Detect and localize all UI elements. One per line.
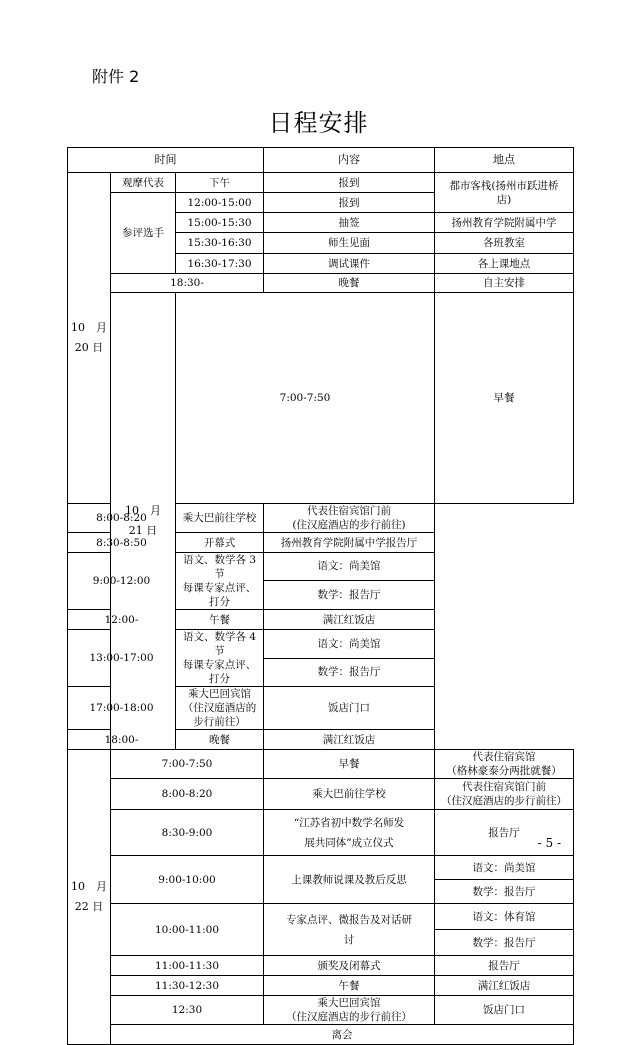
time-cell: 7:00-7:50 <box>111 750 264 779</box>
attachment-label: 附件 2 <box>92 67 140 86</box>
content-cell: 午餐 <box>176 610 264 630</box>
table-row <box>68 904 574 930</box>
content-cell: 调试课件 <box>264 254 435 274</box>
table-row <box>68 779 574 810</box>
table-row <box>68 173 574 193</box>
location-cell: 数学：报告厅 <box>435 930 574 956</box>
content-cell: 乘大巴前往学校 <box>264 779 435 810</box>
location-cell: 报告厅 <box>435 810 574 856</box>
location-cell: 数学：报告厅 <box>264 658 435 687</box>
location-cell: 各上课地点 <box>435 254 574 274</box>
time-cell: 15:00-15:30 <box>176 213 264 233</box>
time-cell: 8:00-8:20 <box>68 504 176 533</box>
location-cell: 语文：体育馆 <box>435 904 574 930</box>
content-cell: 午餐 <box>264 976 435 996</box>
observer-location: 都市客栈(扬州市跃进桥 店) <box>435 173 574 213</box>
time-cell: 18:30- <box>111 274 264 293</box>
observer-content: 报到 <box>264 173 435 193</box>
location-cell: 扬州教育学院附属中学报告厅 <box>264 533 435 553</box>
time-cell: 8:30-9:00 <box>111 810 264 856</box>
location-cell: 满江红饭店 <box>264 730 435 750</box>
table-row <box>68 956 574 976</box>
content-cell: 开幕式 <box>176 533 264 553</box>
content-cell: 乘大巴回宾馆 （住汉庭酒店的步行前往） <box>176 687 264 730</box>
content-cell: 语文、数学各 3 节 每课专家点评、打分 <box>176 553 264 610</box>
header-time: 时间 <box>68 148 264 173</box>
day2-date: 10 月 21 日 <box>111 293 176 750</box>
time-cell: 11:30-12:30 <box>111 976 264 996</box>
time-cell: 7:00-7:50 <box>176 293 435 504</box>
content-cell: 早餐 <box>264 750 435 779</box>
time-cell: 15:30-16:30 <box>176 233 264 254</box>
table-row <box>68 1025 574 1045</box>
location-cell: 饭店门口 <box>264 687 435 730</box>
table-row <box>68 293 574 504</box>
location-cell: 数学：报告厅 <box>435 880 574 904</box>
location-cell: 代表住宿宾馆 （格林豪泰分两批就餐） <box>435 750 574 779</box>
location-cell: 饭店门口 <box>435 996 574 1025</box>
header-location: 地点 <box>435 148 574 173</box>
location-cell: 满江红饭店 <box>435 976 574 996</box>
time-cell: 10:00-11:00 <box>111 904 264 956</box>
content-cell: 颁奖及闭幕式 <box>264 956 435 976</box>
location-cell: 代表住宿宾馆门前 (住汉庭酒店的步行前往) <box>264 504 435 533</box>
location-cell: 语文：尚美馆 <box>264 553 435 581</box>
content-cell: 抽签 <box>264 213 435 233</box>
time-cell: 11:00-11:30 <box>111 956 264 976</box>
content-cell: 上课教师说课及教后反思 <box>264 856 435 904</box>
page-number: - 5 - <box>537 836 561 850</box>
content-cell: 晚餐 <box>264 274 435 293</box>
header-content: 内容 <box>264 148 435 173</box>
content-cell: 乘大巴前往学校 <box>176 504 264 533</box>
table-row <box>68 996 574 1025</box>
location-cell: 报告厅 <box>435 956 574 976</box>
time-cell: 12:30 <box>111 996 264 1025</box>
content-cell: 晚餐 <box>176 730 264 750</box>
page-title: 日程安排 <box>268 109 369 137</box>
time-cell: 18:00- <box>68 730 176 750</box>
day3-date: 10 月 22 日 <box>68 750 111 1045</box>
observer-label: 观摩代表 <box>111 173 176 193</box>
table-row <box>68 730 574 750</box>
content-cell: 早餐 <box>435 293 574 504</box>
location-cell: 扬州教育学院附属中学 <box>435 213 574 233</box>
contestant-label: 参评选手 <box>111 193 176 274</box>
table-row <box>68 976 574 996</box>
content-cell: 专家点评、微报告及对话研 讨 <box>264 904 435 956</box>
location-cell: 自主安排 <box>435 274 574 293</box>
day1-date: 10 月 20 日 <box>68 173 111 504</box>
content-cell: 师生见面 <box>264 233 435 254</box>
time-cell: 17:00-18:00 <box>68 687 176 730</box>
location-cell: 代表住宿宾馆门前 （住汉庭酒店的步行前往） <box>435 779 574 810</box>
table-row <box>68 533 574 553</box>
content-cell: 乘大巴回宾馆 （住汉庭酒店的步行前往） <box>264 996 435 1025</box>
table-row <box>68 687 574 730</box>
table-row <box>68 610 574 630</box>
time-cell: 12:00-15:00 <box>176 193 264 213</box>
content-cell: “江苏省初中数学名师发 展共同体”成立仪式 <box>264 810 435 856</box>
time-cell: 8:30-8:50 <box>68 533 176 553</box>
table-row <box>68 810 574 856</box>
content-cell: 语文、数学各 4 节 每课专家点评、打分 <box>176 630 264 687</box>
schedule-table <box>67 147 574 1045</box>
location-cell: 语文：尚美馆 <box>435 856 574 880</box>
table-row <box>68 856 574 880</box>
table-row <box>68 553 574 581</box>
time-cell: 9:00-12:00 <box>68 553 176 610</box>
location-cell: 数学：报告厅 <box>264 580 435 609</box>
time-cell: 8:00-8:20 <box>111 779 264 810</box>
location-cell: 满江红饭店 <box>264 610 435 630</box>
time-cell: 12:00- <box>68 610 176 630</box>
observer-time: 下午 <box>176 173 264 193</box>
header-row <box>68 148 574 173</box>
content-cell: 报到 <box>264 193 435 213</box>
time-cell: 16:30-17:30 <box>176 254 264 274</box>
location-cell: 各班教室 <box>435 233 574 254</box>
location-cell: 语文：尚美馆 <box>264 630 435 659</box>
table-row <box>68 630 574 659</box>
table-row <box>68 750 574 779</box>
table-row <box>68 274 574 293</box>
time-cell: 9:00-10:00 <box>111 856 264 904</box>
farewell-cell: 离会 <box>111 1025 574 1045</box>
time-cell: 13:00-17:00 <box>68 630 176 687</box>
